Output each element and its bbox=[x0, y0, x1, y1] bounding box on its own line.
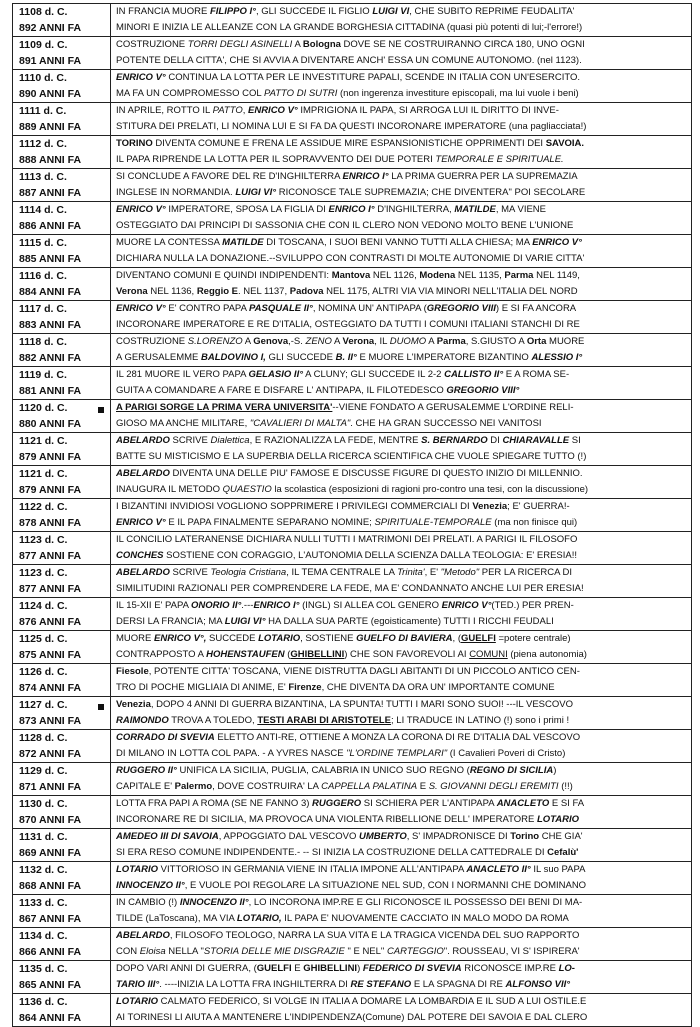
years-ago-label: 889 ANNI FA bbox=[19, 121, 82, 133]
entry-row bbox=[13, 367, 692, 400]
year-label: 1136 d. C. bbox=[19, 996, 68, 1008]
event-text-line: INAUGURA IL METODO QUAESTIO la scolastica (esposizioni di ragioni pro-contro una tesi, con la discussione) bbox=[116, 484, 589, 495]
event-text-cell bbox=[111, 697, 692, 730]
event-text-line: TORINO DIVENTA COMUNE E FRENA LE ASSIDUE MIRE ESPANSIONISTICHE OPPRIMENTI DEI SAVOIA. bbox=[116, 138, 585, 149]
event-text-line: LOTTA FRA PAPI A ROMA (SE NE FANNO 3) RUGGERO SI SCHIERA PER L'ANTIPAPA ANACLETO E SI FA bbox=[116, 798, 585, 809]
date-cell bbox=[13, 499, 111, 532]
event-text-line: ABELARDO SCRIVE Dialettica, E RAZIONALIZZA LA FEDE, MENTRE S. BERNARDO DI CHIARAVALLE SI bbox=[116, 435, 581, 446]
date-cell bbox=[13, 796, 111, 829]
event-text-cell bbox=[111, 136, 692, 169]
year-label: 1123 d. C. bbox=[19, 534, 68, 546]
entry-row bbox=[13, 136, 692, 169]
event-text-line: IL CONCILIO LATERANENSE DICHIARA NULLI TUTTI I MATRIMONI DEI PRELATI. A PARIGI IL FILOSOFO bbox=[116, 534, 578, 545]
event-text-line: ABELARDO, FILOSOFO TEOLOGO, NARRA LA SUA VITA E LA TRAGICA VICENDA DEL SUO RAPPORTO bbox=[116, 930, 580, 941]
entry-row bbox=[13, 103, 692, 136]
event-text-line: CONTRAPPOSTO A HOHENSTAUFEN (GHIBELLINI) CHE SON FAVOREVOLI AI COMUNI (piena autonomia) bbox=[116, 649, 587, 660]
event-text-cell bbox=[111, 664, 692, 697]
event-text-line: STITURA DEI PRELATI, LI NOMINA LUI E SI FA DA QUESTI INCORONARE IMPERATORE (una pagliacciata!) bbox=[116, 121, 587, 132]
years-ago-label: 888 ANNI FA bbox=[19, 154, 82, 166]
year-label: 1120 d. C. bbox=[19, 402, 68, 414]
entry-row bbox=[13, 598, 692, 631]
event-text-cell bbox=[111, 895, 692, 928]
event-text-line: CON Eloisa NELLA "STORIA DELLE MIE DISGRAZIE " E NEL" CARTEGGIO". ROUSSEAU, VI S' ISPIRERA' bbox=[116, 946, 580, 957]
event-text-cell bbox=[111, 829, 692, 862]
entry-row bbox=[13, 862, 692, 895]
year-label: 1131 d. C. bbox=[19, 831, 68, 843]
year-label: 1111 d. C. bbox=[19, 105, 67, 117]
year-label: 1121 d. C. bbox=[19, 468, 68, 480]
date-cell bbox=[13, 4, 111, 37]
event-text-line: INCORONARE RE DI SICILIA, MA PROVOCA UNA VIOLENTA RIBELLIONE DELL' IMPERATORE LOTARIO bbox=[116, 814, 580, 825]
date-cell bbox=[13, 829, 111, 862]
date-cell bbox=[13, 400, 111, 433]
event-text-line: CONCHES SOSTIENE CON CORAGGIO, L'AUTONOMIA DELLA SCIENZA DALLA TEOLOGIA: E' ERESIA!! bbox=[116, 550, 577, 561]
event-text-cell bbox=[111, 4, 692, 37]
years-ago-label: 870 ANNI FA bbox=[19, 814, 82, 826]
years-ago-label: 878 ANNI FA bbox=[19, 517, 82, 529]
event-text-line: COSTRUZIONE TORRI DEGLI ASINELLI A Bologna DOVE SE NE COSTRUIRANNO CIRCA 180, UNO OGNI bbox=[116, 39, 585, 50]
entry-row bbox=[13, 532, 692, 565]
date-cell bbox=[13, 631, 111, 664]
entry-row bbox=[13, 70, 692, 103]
date-cell bbox=[13, 598, 111, 631]
event-text-line: CORRADO DI SVEVIA ELETTO ANTI-RE, OTTIENE A MONZA LA CORONA DI RE D'ITALIA DAL VESCOVO bbox=[116, 732, 581, 743]
entry-row bbox=[13, 697, 692, 730]
year-label: 1135 d. C. bbox=[19, 963, 68, 975]
event-text-line: Fiesole, POTENTE CITTA' TOSCANA, VIENE DISTRUTTA DAGLI ABITANTI DI UN PICCOLO ANTICO CEN- bbox=[116, 666, 580, 677]
years-ago-label: 866 ANNI FA bbox=[19, 946, 82, 958]
event-text-cell bbox=[111, 37, 692, 70]
event-text-line: ENRICO V° IMPERATORE, SPOSA LA FIGLIA DI ENRICO I° D'INGHILTERRA, MATILDE, MA VIENE bbox=[116, 204, 546, 215]
entry-row bbox=[13, 169, 692, 202]
entry-row bbox=[13, 433, 692, 466]
year-label: 1126 d. C. bbox=[19, 666, 68, 678]
date-cell bbox=[13, 433, 111, 466]
years-ago-label: 872 ANNI FA bbox=[19, 748, 82, 760]
event-text-cell bbox=[111, 796, 692, 829]
event-text-line: DI MILANO IN LOTTA COL PAPA. - A YVRES NASCE "L'ORDINE TEMPLARI" (I Cavalieri Poveri di Cristo) bbox=[116, 748, 566, 759]
date-cell bbox=[13, 301, 111, 334]
event-text-line: SI ERA RESO COMUNE INDIPENDENTE.- -- SI INIZIA LA COSTRUZIONE DELLA CATTEDRALE DI Cefalù' bbox=[116, 847, 579, 858]
years-ago-label: 868 ANNI FA bbox=[19, 880, 82, 892]
year-label: 1116 d. C. bbox=[19, 270, 67, 282]
years-ago-label: 875 ANNI FA bbox=[19, 649, 82, 661]
date-cell bbox=[13, 70, 111, 103]
event-text-cell bbox=[111, 466, 692, 499]
event-text-line: GIOSO MA ANCHE MILITARE, "CAVALIERI DI MALTA". CHE HA GRAN SUCCESSO NEI VANITOSI bbox=[116, 418, 542, 429]
event-text-line: A GERUSALEMME BALDOVINO I, GLI SUCCEDE B. II° E MUORE L'IMPERATORE BIZANTINO ALESSIO I° bbox=[116, 352, 583, 363]
chronology-rows bbox=[13, 4, 692, 1027]
date-cell bbox=[13, 367, 111, 400]
years-ago-label: 879 ANNI FA bbox=[19, 451, 82, 463]
years-ago-label: 890 ANNI FA bbox=[19, 88, 82, 100]
event-text-cell bbox=[111, 961, 692, 994]
date-cell bbox=[13, 136, 111, 169]
date-cell bbox=[13, 169, 111, 202]
event-text-line: DERSI LA FRANCIA; MA LUIGI VI° HA DALLA SUA PARTE (egoisticamente) TUTTI I RICCHI FEUDALI bbox=[116, 616, 554, 627]
years-ago-label: 869 ANNI FA bbox=[19, 847, 82, 859]
event-text-cell bbox=[111, 301, 692, 334]
event-text-cell bbox=[111, 334, 692, 367]
year-label: 1110 d. C. bbox=[19, 72, 67, 84]
date-cell bbox=[13, 235, 111, 268]
event-text-line: ENRICO V° E IL PAPA FINALMENTE SEPARANO NOMINE; SPIRITUALE-TEMPORALE (ma non finisce qui) bbox=[116, 517, 578, 528]
entry-row bbox=[13, 994, 692, 1027]
date-cell bbox=[13, 895, 111, 928]
year-label: 1132 d. C. bbox=[19, 864, 68, 876]
event-text-line: INGLESE IN NORMANDIA. LUIGI VI° RICONOSCE TALE SUPREMAZIA; CHE DIVENTERA" POI SECOLARE bbox=[116, 187, 586, 198]
event-text-line: ENRICO V° CONTINUA LA LOTTA PER LE INVESTITURE PAPALI, SCENDE IN ITALIA CON UN'ESERCITO. bbox=[116, 72, 581, 83]
event-text-line: OSTEGGIATO DAI PRINCIPI DI SASSONIA CHE CON IL CLERO NON VEDONO MOLTO BENE L'UNIONE bbox=[116, 220, 574, 231]
event-text-line: COSTRUZIONE S.LORENZO A Genova,-S. ZENO A Verona, IL DUOMO A Parma, S.GIUSTO A Orta MUORE bbox=[116, 336, 585, 347]
event-text-line: I BIZANTINI INVIDIOSI VOGLIONO SOPPRIMERE I PRIVILEGI COMMERCIALI DI Venezia; E' GUERRA!- bbox=[116, 501, 570, 512]
event-text-line: DOPO VARI ANNI DI GUERRA, (GUELFI E GHIBELLINI) FEDERICO DI SVEVIA RICONOSCE IMP.RE LO- bbox=[116, 963, 575, 974]
years-ago-label: 865 ANNI FA bbox=[19, 979, 82, 991]
event-text-line: IN CAMBIO (!) INNOCENZO II°, LO INCORONA IMP.RE E GLI RICONOSCE IL POSSESSO DEI BENI DI MA- bbox=[116, 897, 583, 908]
year-label: 1133 d. C. bbox=[19, 897, 68, 909]
event-text-line: A PARIGI SORGE LA PRIMA VERA UNIVERSITA'--VIENE FONDATO A GERUSALEMME L'ORDINE RELI- bbox=[116, 402, 574, 413]
years-ago-label: 877 ANNI FA bbox=[19, 550, 82, 562]
date-cell bbox=[13, 532, 111, 565]
years-ago-label: 877 ANNI FA bbox=[19, 583, 82, 595]
event-text-cell bbox=[111, 532, 692, 565]
event-text-cell bbox=[111, 400, 692, 433]
years-ago-label: 884 ANNI FA bbox=[19, 286, 82, 298]
event-text-line: LOTARIO VITTORIOSO IN GERMANIA VIENE IN ITALIA IMPONE ALL'ANTIPAPA ANACLETO II° IL suo PAPA bbox=[116, 864, 586, 875]
event-text-line: INCORONARE IMPERATORE E RE D'ITALIA, OSTEGGIATO DA TUTTI I COMUNI ITALIANI STANCHI DI RE bbox=[116, 319, 580, 330]
event-text-cell bbox=[111, 994, 692, 1027]
year-label: 1123 d. C. bbox=[19, 567, 68, 579]
event-text-line: SIMILITUDINI RAZIONALI PER COMPRENDERE LA FEDE, MA E' CONDANNATO ANCHE LUI PER ERESIA! bbox=[116, 583, 584, 594]
year-label: 1122 d. C. bbox=[19, 501, 68, 513]
event-text-line: MUORE ENRICO V°, SUCCEDE LOTARIO, SOSTIENE GUELFO DI BAVIERA, (GUELFI =potere centrale) bbox=[116, 633, 571, 644]
event-text-cell bbox=[111, 268, 692, 301]
event-text-cell bbox=[111, 928, 692, 961]
year-label: 1125 d. C. bbox=[19, 633, 68, 645]
event-text-line: TARIO III°. ----INIZIA LA LOTTA FRA INGHILTERRA DI RE STEFANO E LA SPAGNA DI RE ALFONSO VII° bbox=[116, 979, 571, 990]
date-cell bbox=[13, 862, 111, 895]
event-text-line: AMEDEO III DI SAVOIA, APPOGGIATO DAL VESCOVO UMBERTO, S' IMPADRONISCE DI Torino CHE GIA' bbox=[116, 831, 583, 842]
event-text-cell bbox=[111, 499, 692, 532]
event-text-line: POTENTE DELLA CITTA', CHE SI AVVIA A DIVENTARE ANCH' ESSA UN COMUNE AUTONOMO. (nel 1123). bbox=[116, 55, 582, 66]
event-text-cell bbox=[111, 235, 692, 268]
event-text-line: GUITA A COMANDARE A FARE E DISFARE L' ANTIPAPA, IL FILOTEDESCO GREGORIO VIII° bbox=[116, 385, 520, 396]
event-text-line: TRO DI POCHE MIGLIAIA DI ANIME, E' Firenze, CHE DIVENTA DA ORA UN' IMPORTANTE COMUNE bbox=[116, 682, 555, 693]
date-cell bbox=[13, 202, 111, 235]
date-cell bbox=[13, 664, 111, 697]
entry-row bbox=[13, 268, 692, 301]
years-ago-label: 876 ANNI FA bbox=[19, 616, 82, 628]
entry-row bbox=[13, 928, 692, 961]
event-text-line: MINORI E INIZIA LE ALLEANZE CON LA GRANDE BORGHESIA CITTADINA (quasi più potenti di lui;-l'errore!) bbox=[116, 22, 583, 33]
event-text-line: RAIMONDO TROVA A TOLEDO, TESTI ARABI DI ARISTOTELE; LI TRADUCE IN LATINO (!) sono i primi ! bbox=[116, 715, 570, 726]
year-label: 1134 d. C. bbox=[19, 930, 68, 942]
event-text-line: ABELARDO SCRIVE Teologia Cristiana, IL TEMA CENTRALE LA Trinita', E' "Metodo" PER LA RICERCA DI bbox=[116, 567, 573, 578]
year-label: 1117 d. C. bbox=[19, 303, 67, 315]
date-cell bbox=[13, 961, 111, 994]
years-ago-label: 881 ANNI FA bbox=[19, 385, 82, 397]
event-text-line: RUGGERO II° UNIFICA LA SICILIA, PUGLIA, CALABRIA IN UNICO SUO REGNO (REGNO DI SICILIA) bbox=[116, 765, 557, 776]
event-text-line: IL 281 MUORE IL VERO PAPA GELASIO II° A CLUNY; GLI SUCCEDE IL 2-2 CALLISTO II° E A ROMA SE- bbox=[116, 369, 570, 380]
entry-row bbox=[13, 301, 692, 334]
year-label: 1113 d. C. bbox=[19, 171, 67, 183]
event-text-line: AI TORINESI LI AIUTA A MANTENERE L'INDIPENDENZA(Comune) DAL POTERE DEI SAVOIA E DAL CLERO bbox=[116, 1012, 588, 1023]
years-ago-label: 874 ANNI FA bbox=[19, 682, 82, 694]
entry-row bbox=[13, 829, 692, 862]
event-text-line: DIVENTANO COMUNI E QUINDI INDIPENDENTI: Mantova NEL 1126, Modena NEL 1135, Parma NEL 1149, bbox=[116, 270, 580, 281]
entry-row bbox=[13, 730, 692, 763]
square-bullet-icon bbox=[98, 704, 104, 710]
date-cell bbox=[13, 37, 111, 70]
date-cell bbox=[13, 334, 111, 367]
event-text-line: IL 15-XII E' PAPA ONORIO II°.---ENRICO I° (INGL) SI ALLEA COL GENERO ENRICO V°(TED.) PER PREN- bbox=[116, 600, 574, 611]
entry-row bbox=[13, 37, 692, 70]
entry-row bbox=[13, 400, 692, 433]
year-label: 1127 d. C. bbox=[19, 699, 68, 711]
event-text-cell bbox=[111, 631, 692, 664]
event-text-line: Verona NEL 1136, Reggio E. NEL 1137, Padova NEL 1175, ALTRI VIA VIA MINORI NELL'ITALIA DEL NORD bbox=[116, 286, 578, 297]
year-label: 1119 d. C. bbox=[19, 369, 67, 381]
years-ago-label: 883 ANNI FA bbox=[19, 319, 82, 331]
event-text-line: MA FA UN COMPROMESSO COL PATTO DI SUTRI (non ingerenza investiture episcopali, ma lui vuole i beni) bbox=[116, 88, 579, 99]
years-ago-label: 885 ANNI FA bbox=[19, 253, 82, 265]
date-cell bbox=[13, 103, 111, 136]
event-text-line: LOTARIO CALMATO FEDERICO, SI VOLGE IN ITALIA A DOMARE LA LOMBARDIA E IL SUD A LUI OSTILE.E bbox=[116, 996, 587, 1007]
event-text-line: TILDE (LaToscana), MA VIA LOTARIO, IL PAPA E' NUOVAMENTE CACCIATO IN MALO MODO DA ROMA bbox=[116, 913, 569, 924]
date-cell bbox=[13, 697, 111, 730]
date-cell bbox=[13, 763, 111, 796]
event-text-line: BATTE SU MISTICISMO E LA SUPERBIA DELLA RICERCA SCIENTIFICA CHE VUOLE SPIEGARE TUTTO (!) bbox=[116, 451, 587, 462]
square-bullet-icon bbox=[98, 407, 104, 413]
years-ago-label: 864 ANNI FA bbox=[19, 1012, 82, 1024]
event-text-line: IN APRILE, ROTTO IL PATTO, ENRICO V° IMPRIGIONA IL PAPA, SI ARROGA LUI IL DIRITTO DI INVE- bbox=[116, 105, 559, 116]
date-cell bbox=[13, 994, 111, 1027]
entry-row bbox=[13, 466, 692, 499]
event-text-line: IL PAPA RIPRENDE LA LOTTA PER IL SOPRAVVENTO DEI DUE POTERI TEMPORALE E SPIRITUALE. bbox=[116, 154, 564, 165]
years-ago-label: 879 ANNI FA bbox=[19, 484, 82, 496]
event-text-line: SI CONCLUDE A FAVORE DEL RE D'INGHILTERRA ENRICO I° LA PRIMA GUERRA PER LA SUPREMAZIA bbox=[116, 171, 578, 182]
entry-row bbox=[13, 4, 692, 37]
event-text-cell bbox=[111, 565, 692, 598]
event-text-cell bbox=[111, 730, 692, 763]
event-text-cell bbox=[111, 763, 692, 796]
years-ago-label: 880 ANNI FA bbox=[19, 418, 82, 430]
entry-row bbox=[13, 895, 692, 928]
entry-row bbox=[13, 334, 692, 367]
years-ago-label: 886 ANNI FA bbox=[19, 220, 82, 232]
event-text-line: MUORE LA CONTESSA MATILDE DI TOSCANA, I SUOI BENI VANNO TUTTI ALLA CHIESA; MA ENRICO V° bbox=[116, 237, 582, 248]
years-ago-label: 887 ANNI FA bbox=[19, 187, 82, 199]
event-text-cell bbox=[111, 862, 692, 895]
years-ago-label: 882 ANNI FA bbox=[19, 352, 82, 364]
entry-row bbox=[13, 202, 692, 235]
event-text-line: ENRICO V° E' CONTRO PAPA PASQUALE II°, NOMINA UN' ANTIPAPA (GREGORIO VIII) E SI FA ANCORA bbox=[116, 303, 577, 314]
chronology-table bbox=[12, 3, 692, 1027]
year-label: 1108 d. C. bbox=[19, 6, 68, 18]
entry-row bbox=[13, 961, 692, 994]
event-text-cell bbox=[111, 367, 692, 400]
entry-row bbox=[13, 763, 692, 796]
event-text-line: ABELARDO DIVENTA UNA DELLE PIU' FAMOSE E DISCUSSE FIGURE DI QUESTO INIZIO DI MILLENNIO. bbox=[116, 468, 583, 479]
year-label: 1124 d. C. bbox=[19, 600, 68, 612]
year-label: 1130 d. C. bbox=[19, 798, 68, 810]
year-label: 1118 d. C. bbox=[19, 336, 67, 348]
event-text-cell bbox=[111, 103, 692, 136]
years-ago-label: 891 ANNI FA bbox=[19, 55, 82, 67]
year-label: 1121 d. C. bbox=[19, 435, 68, 447]
year-label: 1109 d. C. bbox=[19, 39, 68, 51]
event-text-cell bbox=[111, 433, 692, 466]
event-text-line: INNOCENZO II°, E VUOLE POI REGOLARE LA SITUAZIONE NEL SUD, CON I NORMANNI CHE DOMINANO bbox=[116, 880, 587, 891]
entry-row bbox=[13, 565, 692, 598]
entry-row bbox=[13, 631, 692, 664]
year-label: 1115 d. C. bbox=[19, 237, 67, 249]
year-label: 1128 d. C. bbox=[19, 732, 68, 744]
event-text-cell bbox=[111, 70, 692, 103]
date-cell bbox=[13, 565, 111, 598]
entry-row bbox=[13, 796, 692, 829]
entry-row bbox=[13, 235, 692, 268]
event-text-cell bbox=[111, 598, 692, 631]
date-cell bbox=[13, 466, 111, 499]
year-label: 1112 d. C. bbox=[19, 138, 67, 150]
years-ago-label: 867 ANNI FA bbox=[19, 913, 82, 925]
event-text-line: Venezia, DOPO 4 ANNI DI GUERRA BIZANTINA, LA SPUNTA! TUTTI I MARI SONO SUOI! ---IL VESCOVO bbox=[116, 699, 573, 710]
event-text-line: CAPITALE E' Palermo, DOVE COSTRUIRA' LA CAPPELLA PALATINA E S. GIOVANNI DEGLI EREMITI (!!) bbox=[116, 781, 573, 792]
event-text-cell bbox=[111, 202, 692, 235]
year-label: 1114 d. C. bbox=[19, 204, 67, 216]
date-cell bbox=[13, 730, 111, 763]
date-cell bbox=[13, 268, 111, 301]
year-label: 1129 d. C. bbox=[19, 765, 68, 777]
years-ago-label: 892 ANNI FA bbox=[19, 22, 82, 34]
years-ago-label: 873 ANNI FA bbox=[19, 715, 82, 727]
date-cell bbox=[13, 928, 111, 961]
event-text-line: IN FRANCIA MUORE FILIPPO I°, GLI SUCCEDE IL FIGLIO LUIGI VI, CHE SUBITO REPRIME FEUDALITA' bbox=[116, 6, 575, 17]
event-text-cell bbox=[111, 169, 692, 202]
years-ago-label: 871 ANNI FA bbox=[19, 781, 82, 793]
entry-row bbox=[13, 664, 692, 697]
event-text-line: DICHIARA NULLA LA DONAZIONE.--SVILUPPO CON CONTRASTI DI MOLTE AUTONOMIE DI VARIE CITTA' bbox=[116, 253, 585, 264]
entry-row bbox=[13, 499, 692, 532]
